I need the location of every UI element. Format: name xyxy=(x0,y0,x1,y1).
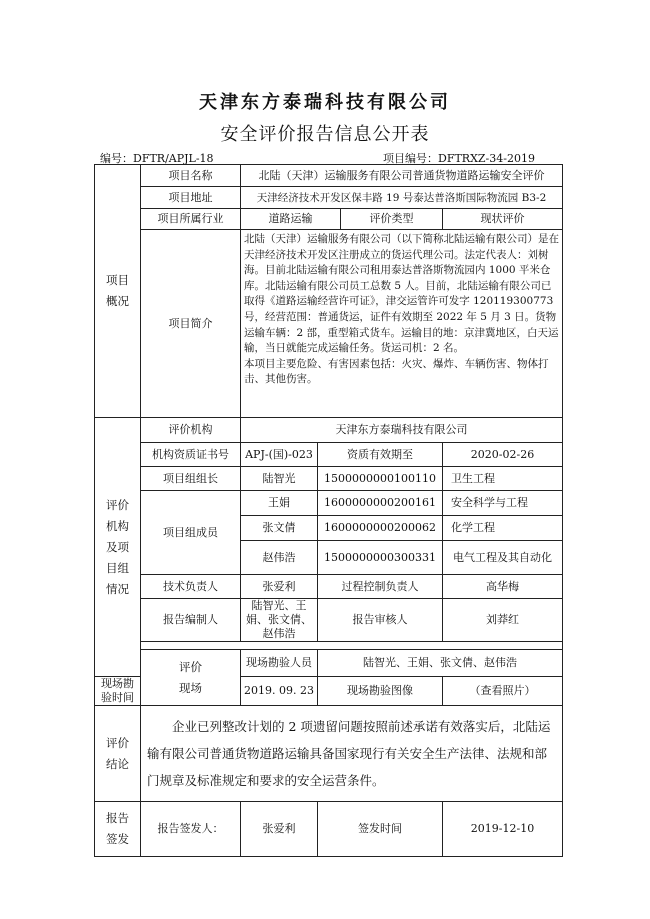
member-field: 电气工程及其自动化 xyxy=(443,541,563,575)
issue-date-label: 签发时间 xyxy=(318,802,443,857)
project-industry-label: 项目所属行业 xyxy=(141,209,241,230)
member-field: 化学工程 xyxy=(443,516,563,541)
project-intro-value xyxy=(241,230,563,418)
site-staff-label: 现场勘验人员 xyxy=(241,650,318,677)
company-name: 天津东方泰瑞科技有限公司 xyxy=(199,92,451,113)
section-issue-heading: 报告 签发 xyxy=(95,802,141,857)
cert-number-value: APJ-(国)-023 xyxy=(241,443,318,467)
info-table xyxy=(94,164,563,857)
editor-value: 陆智光、王娟、张文倩、赵伟浩 xyxy=(241,599,318,642)
doc-number: 编号：DFTR/APJL-18 xyxy=(100,152,214,165)
tech-lead-label: 技术负责人 xyxy=(141,575,241,599)
site-image-label: 现场勘验图像 xyxy=(318,677,443,706)
site-time-label: 现场勘验时间 xyxy=(95,677,141,706)
reviewer-value: 刘莽红 xyxy=(443,599,563,642)
view-photos-link[interactable]: （查看照片） xyxy=(443,677,563,706)
member-id: 1600000000200062 xyxy=(318,516,443,541)
site-staff-value: 陆智光、王娟、张文倩、赵伟浩 xyxy=(318,650,563,677)
member-field: 安全科学与工程 xyxy=(443,491,563,516)
editor-label: 报告编制人 xyxy=(141,599,241,642)
leader-id: 1500000000100110 xyxy=(318,467,443,491)
process-lead-value: 高华梅 xyxy=(443,575,563,599)
eval-type-value: 现状评价 xyxy=(443,209,563,230)
member-name: 王娟 xyxy=(241,491,318,516)
section-conclusion-heading: 评价 结论 xyxy=(95,706,141,802)
validity-value: 2020-02-26 xyxy=(443,443,563,467)
project-name-label: 项目名称 xyxy=(141,165,241,187)
eval-org-label: 评价机构 xyxy=(141,418,241,443)
tech-lead-value: 张爱利 xyxy=(241,575,318,599)
member-name: 张文倩 xyxy=(241,516,318,541)
project-address-value: 天津经济技术开发区保丰路 19 号泰达普洛斯国际物流园 B3-2 xyxy=(241,187,563,209)
member-id: 1500000000300331 xyxy=(318,541,443,575)
section-org-heading: 评价 机构 及项 目组 情况 xyxy=(95,418,141,677)
issuer-value: 张爱利 xyxy=(241,802,318,857)
member-id: 1600000000200161 xyxy=(318,491,443,516)
conclusion-text: 企业已列整改计划的 2 项遗留问题按照前述承诺有效落实后，北陆运输有限公司普通货物道路运输具备国家现行有关安全生产法律、法规和部门规章及标准规定和要求的安全运营条件。 xyxy=(141,706,563,802)
project-address-label: 项目地址 xyxy=(141,187,241,209)
issue-date-value: 2019-12-10 xyxy=(443,802,563,857)
member-name: 赵伟浩 xyxy=(241,541,318,575)
project-industry-value: 道路运输 xyxy=(241,209,341,230)
section-overview-heading: 项目 概况 xyxy=(95,165,141,418)
eval-org-value: 天津东方泰瑞科技有限公司 xyxy=(241,418,563,443)
page-title: 安全评价报告信息公开表 xyxy=(220,124,430,145)
leader-field: 卫生工程 xyxy=(443,467,563,491)
section-site-heading: 评价 现场 xyxy=(141,650,241,706)
spacer-row xyxy=(141,642,563,650)
site-time-value: 2019. 09. 23 xyxy=(241,677,318,706)
leader-label: 项目组组长 xyxy=(141,467,241,491)
intro-paragraph: 本项目主要危险、有害因素包括：火灾、爆炸、车辆伤害、物体打击、其他伤害。 xyxy=(244,357,549,386)
leader-name: 陆智光 xyxy=(241,467,318,491)
cert-number-label: 机构资质证书号 xyxy=(141,443,241,467)
project-number: 项目编号：DFTRXZ-34-2019 xyxy=(383,152,535,165)
validity-label: 资质有效期至 xyxy=(318,443,443,467)
issuer-label: 报告签发人： xyxy=(141,802,241,857)
process-lead-label: 过程控制负责人 xyxy=(318,575,443,599)
eval-type-label: 评价类型 xyxy=(341,209,443,230)
project-name-value: 北陆（天津）运输服务有限公司普通货物道路运输安全评价 xyxy=(241,165,563,187)
reviewer-label: 报告审核人 xyxy=(318,599,443,642)
intro-paragraph: 北陆（天津）运输服务有限公司（以下简称北陆运输有限公司）是在天津经济技术开发区注册成立的货运代理公司。法定代表人：刘树海。目前北陆运输有限公司租用泰达普洛斯物流园内 1000 平米仓库。北陆运输有限公司员工总数 5 人。目前，北陆运输有限公司已取得《道路运输经营许可证》，津交运管许可发字 120119300773 号，经营范围：普通货运，证件有效期至 2022 年 5 月 3 日。货物运输车辆：2 部，重型箱式货车。运输目的地：京津冀地区，白天运输，当日就能完成运输任务。货运司机：2 名。 xyxy=(244,233,559,355)
project-intro-label: 项目简介 xyxy=(141,230,241,418)
members-label: 项目组成员 xyxy=(141,491,241,575)
